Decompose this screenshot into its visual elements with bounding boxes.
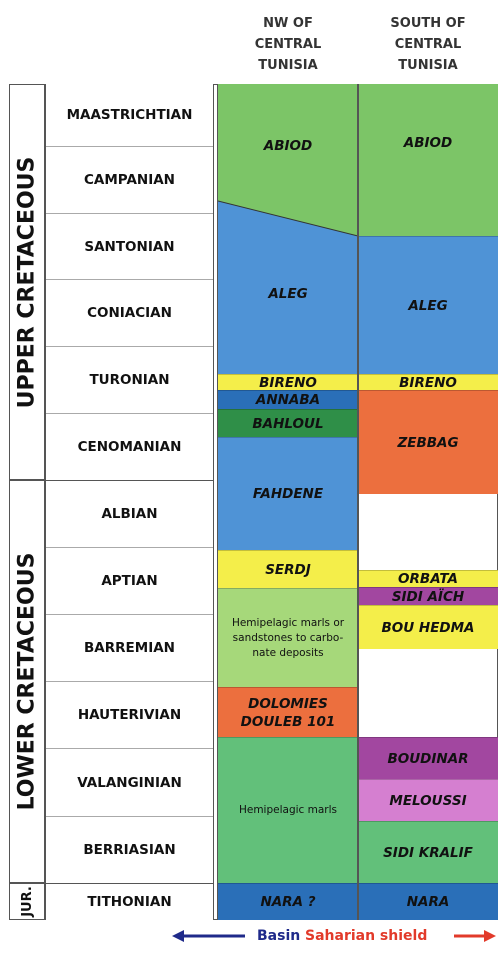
epoch-upper-cretaceous-label: UPPER CRETACEOUS <box>14 156 40 408</box>
stage-barremian: BARREMIAN <box>45 614 214 681</box>
stage-berriasian: BERRIASIAN <box>45 816 214 883</box>
south-meloussi: MELOUSSI <box>358 779 498 821</box>
legend-saharian-shield: Saharian shield <box>305 928 428 944</box>
nw-fahdene: FAHDENE <box>218 437 358 550</box>
epoch-jurassic-label: JUR. <box>19 886 35 917</box>
south-bou-hedma: BOU HEDMA <box>358 605 498 649</box>
nw-abiod-aleg-boundary <box>218 84 358 374</box>
nw-aleg: ALEG <box>268 286 308 302</box>
stage-coniacian: CONIACIAN <box>45 279 214 346</box>
saharian-shield-arrow-icon <box>452 926 498 946</box>
epoch-lower-cretaceous-label: LOWER CRETACEOUS <box>14 552 40 811</box>
stage-hauterivian: HAUTERIVIAN <box>45 681 214 748</box>
south-boudinar: BOUDINAR <box>358 737 498 779</box>
stage-santonian: SANTONIAN <box>45 213 214 279</box>
column-separator-middle <box>357 84 359 920</box>
column-separator-nw-left <box>217 84 218 920</box>
south-sidi-aich: SIDI AÏCH <box>358 587 498 605</box>
header-nw-central-tunisia: NW OF CENTRAL TUNISIA <box>254 16 322 73</box>
nw-nara: NARA ? <box>218 883 358 920</box>
nw-bahloul: BAHLOUL <box>218 409 358 437</box>
basin-arrow-icon <box>170 926 250 946</box>
nw-annaba: ANNABA <box>218 390 358 409</box>
south-abiod: ABIOD <box>358 84 498 236</box>
epoch-lower-cretaceous <box>9 480 45 883</box>
south-bireno: BIRENO <box>358 374 498 390</box>
nw-hemipelagic-marls-sandstones: Hemipelagic marls or sandstones to carbo-nate deposits <box>218 588 358 687</box>
header-south-central-tunisia: SOUTH OF CENTRAL TUNISIA <box>390 16 466 73</box>
stage-albian: ALBIAN <box>45 480 214 547</box>
epoch-jurassic <box>9 883 45 920</box>
stage-turonian: TURONIAN <box>45 346 214 413</box>
legend-basin: Basin <box>257 928 301 944</box>
nw-dolomies-douleb: DOLOMIES DOULEB 101 <box>218 687 358 737</box>
south-orbata: ORBATA <box>358 570 498 587</box>
south-nara: NARA <box>358 883 498 920</box>
stage-tithonian: TITHONIAN <box>45 883 214 920</box>
stage-cenomanian: CENOMANIAN <box>45 413 214 480</box>
stage-campanian: CAMPANIAN <box>45 146 214 213</box>
south-zebbag: ZEBBAG <box>358 390 498 494</box>
epoch-upper-cretaceous <box>9 84 45 480</box>
nw-serdj: SERDJ <box>218 550 358 588</box>
south-aleg: ALEG <box>358 236 498 374</box>
stage-aptian: APTIAN <box>45 547 214 614</box>
nw-abiod: ABIOD <box>263 138 313 154</box>
stage-valanginian: VALANGINIAN <box>45 748 214 816</box>
nw-bireno: BIRENO <box>218 374 358 390</box>
stage-maastrichtian: MAASTRICHTIAN <box>45 84 214 146</box>
nw-hemipelagic-marls: Hemipelagic marls <box>218 737 358 883</box>
south-sidi-kralif: SIDI KRALIF <box>358 821 498 883</box>
